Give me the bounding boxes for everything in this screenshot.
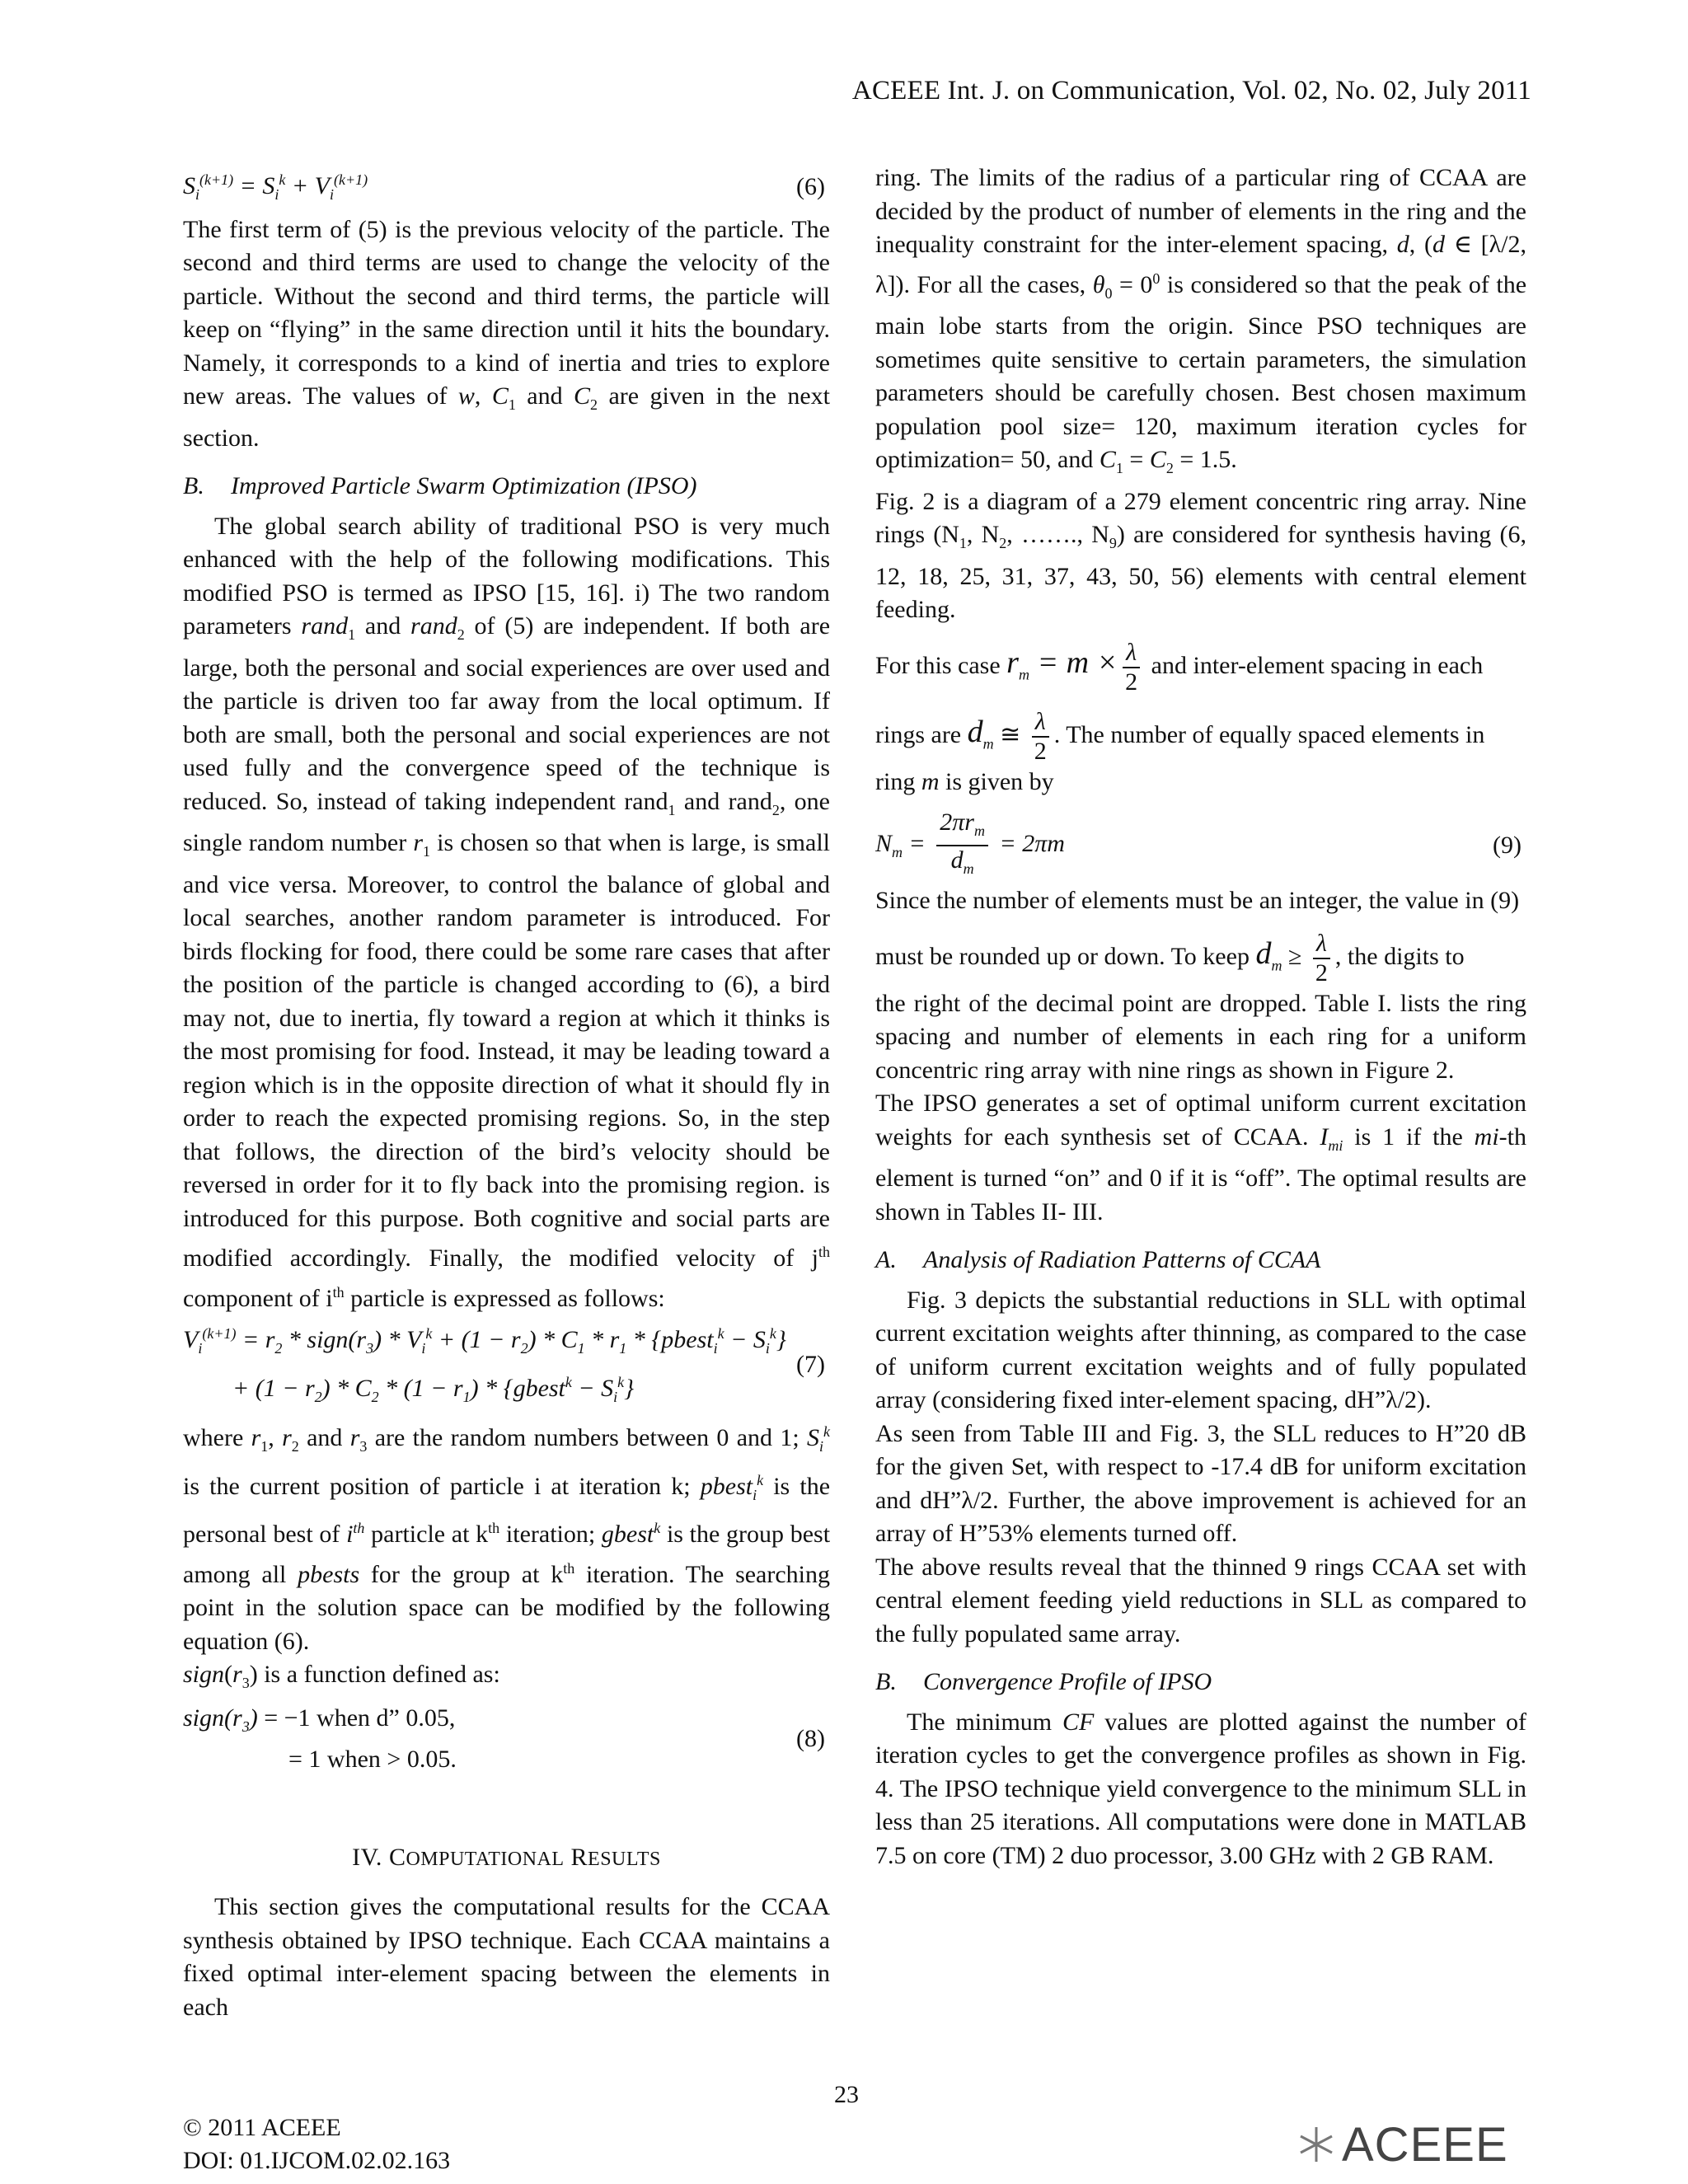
paragraph-ipso: The global search ability of traditional PSO is very much enhanced with the help of the following modifications. This modified PSO is termed as IPSO [15, 16]. i) The two random parameters rand$_1$ and rand$_2$ of (5) are independent. If both are large, both the personal and social experiences are over used and the particle is driven too far away from the local optimum. If both are small, both the personal and social experiences are not used fully and the convergence speed of the technique is reduced. So, instead of taking independent rand$_1$ and rand$_2$, one single random number $r_1$ is chosen so that when is large, is small and vice versa. Moreover, to control the balance of global and local searches, another random parameter is introduced. For birds flocking for food, there could be some rare cases that after the position of the particle is changed according to (6), a bird may not, due to inertia, fly toward a region at which it thinks is the most promising for food. Instead, it may be leading toward a region which is in the opposite direction of what it should fly in order to reach the expected promising regions. So, in the step that follows, the direction of the bird’s velocity should be reversed in order for it to fly back into the promising region. is introduced for this purpose. Both cognitive and social parts are modified accordingly. Finally, the modified velocity of $j^{th}$ component of $i^{th}$ particle is expressed as follows: (183, 512, 831, 1312)
paragraph-integer: Since the number of elements must be an integer, the value in (9) (875, 887, 1520, 914)
paragraph-ring-m: ring m is given by (875, 767, 1054, 795)
doi: DOI: 01.IJCOM.02.02.163 (183, 2147, 451, 2174)
paragraph-computational-results: This section gives the computational results for the CCAA synthesis obtained by IPSO technique. Each CCAA maintains a fixed optimal inter-element spacing between the elements in each (183, 1893, 830, 2021)
paragraph-table1: the right of the decimal point are dropped. Table I. lists the ring spacing and number of elements in each ring for a uniform concentric ring array with nine rings as shown in Figure 2. (875, 989, 1526, 1084)
star-logo-icon (1296, 2124, 1337, 2165)
paragraph-ipso-weights: The IPSO generates a set of optimal uniform current excitation weights for each synthesis set of CCAA. $I_{mi}$ is 1 if the mi-th element is turned “on” and 0 if it is “off”. The optimal results are shown in Tables II- III. (875, 1090, 1526, 1226)
paragraph-table3: As seen from Table III and Fig. 3, the SLL reduces to H”20 dB for the given Set, with respect to -17.4 dB for uniform excitation and dH”λ/2. Further, the above improvement is achieved for an array of H”53% elements turned off. (875, 1419, 1526, 1547)
copyright: © 2011 ACEEE (183, 2114, 341, 2141)
equation-9-label: (9) (1493, 831, 1522, 859)
paragraph-convergence: The minimum CF values are plotted against the number of iteration cycles to get the convergence profiles as shown in Fig. 4. The IPSO technique yield convergence to the minimum SLL in less than 25 iterations. All computations were done in MATLAB 7.5 on core (TM) 2 duo processor, 3.00 GHz with 2 GB RAM. (875, 1708, 1527, 1869)
paragraph-rounding: must be rounded up or down. To keep $d_m$ ≥ $\frac{\lambda}{2}$ , the digits to (875, 929, 1465, 987)
equation-9-body: $N_m$ = $\frac{2\pi r_m}{d_m}$ = 2πm (875, 808, 1065, 877)
paragraph-radius: For this case $r_m = m$ × $\frac{\lambda}{2}$ and inter-element spacing in each (875, 638, 1484, 696)
footer-info (183, 2111, 450, 2177)
section-iv-heading: IV. COMPUTATIONAL RESULTS (352, 1843, 661, 1871)
paragraph-results: The above results reveal that the thinned 9 rings CCAA set with central element feeding yield reductions in SLL as compared to the fully populated same array. (875, 1553, 1526, 1647)
equation-8 (183, 1702, 830, 1777)
equation-6-label: (6) (796, 173, 825, 200)
journal-header: ACEEE Int. J. on Communication, Vol. 02, No. 02, July 2011 (851, 76, 1531, 105)
equation-6 (183, 163, 830, 212)
paragraph-sign-def: $sign(r_3)$ is a function defined as: (183, 1661, 500, 1691)
equation-6-body: $S_i^{(k+1)} = S_i^k + V_i^{(k+1)}$ (183, 171, 368, 203)
equation-7-label: (7) (796, 1351, 825, 1379)
left-column (183, 162, 830, 2024)
aceee-logo (1296, 2117, 1526, 2172)
section-b-heading: B. Improved Particle Swarm Optimization (IPSO) (183, 472, 697, 499)
equation-7 (183, 1317, 830, 1413)
page-number: 23 (834, 2081, 859, 2108)
paragraph-pso-terms: The first term of (5) is the previous velocity of the particle. The second and third terms are used to change the velocity of the particle. Without the second and third terms, the particle will keep on “flying” in the same direction until it hits the boundary. Namely, it corresponds to a kind of inertia and tries to explore new areas. The values of w, $C_1$ and $C_2$ are given in the next section. (183, 215, 831, 452)
equation-8-label: (8) (796, 1724, 825, 1752)
equation-7-body: $V_i^{(k+1)} = r_2$ * $sign(r_3) * V_i^k + (1 - r_2) * C_1 * r_1$ * {pbest$_i^k$ − $S_i^k$} + $(1 - r_2) * C_2 * (1 - r_1)$ * {gbest$^k$ − $S_i^k$} (183, 1325, 786, 1405)
section-a-heading: A. Analysis of Radiation Patterns of CCAA (875, 1246, 1321, 1273)
section-b-convergence-heading: B. Convergence Profile of IPSO (875, 1668, 1212, 1695)
paragraph-ring-limits: ring. The limits of the radius of a particular ring of CCAA are decided by the product of number of elements in the ring and the inequality constraint for the inter-element spacing, d, (d ∈ [λ/2, λ]). For all the cases, $\theta_0 = 0^0$ is considered so that the peak of the main lobe starts from the origin. Since PSO techniques are sometimes quite sensitive to certain parameters, the simulation parameters should be carefully chosen. Best chosen maximum population pool size= 120, maximum iteration cycles for optimization= 50, and $C_1 = C_2 = 1.5$. (875, 164, 1527, 476)
paragraph-spacing: rings are $d_m$ ≅ $\frac{\lambda}{2}$ . The number of equally spaced elements in (875, 707, 1485, 765)
paragraph-variables: where $r_1$, $r_2$ and $r_3$ are the random numbers between 0 and 1; $S_i^k$ is the current position of particle i at iteration k; pbest$_i^k$ is the personal best of $i^{th}$ particle at $k^{th}$ iteration; gbest$^k$ is the group best among all pbests for the group at $k^{th}$ iteration. The searching point in the solution space can be modified by the following equation (6). (183, 1423, 831, 1655)
equation-8-body: $sign(r_3) = -1$ when d” 0.05, = 1 when > 0.05. (183, 1704, 457, 1773)
paragraph-fig3: Fig. 3 depicts the substantial reductions in SLL with optimal current excitation weights after thinning, as compared to the case of uniform current excitation weights and of fully populated array (considering fixed inter-element spacing, dH”λ/2). (875, 1286, 1526, 1413)
right-column (875, 162, 1526, 1872)
equation-9 (875, 808, 1526, 883)
logo-text: ACEEE (1342, 2117, 1508, 2172)
paragraph-fig2: Fig. 2 is a diagram of a 279 element concentric ring array. Nine rings ($N_1$, $N_2$, ……., $N_9$) are considered for synthesis having (6, 12, 18, 25, 31, 37, 43, 50, 56) elements with central element feeding. (875, 487, 1526, 623)
